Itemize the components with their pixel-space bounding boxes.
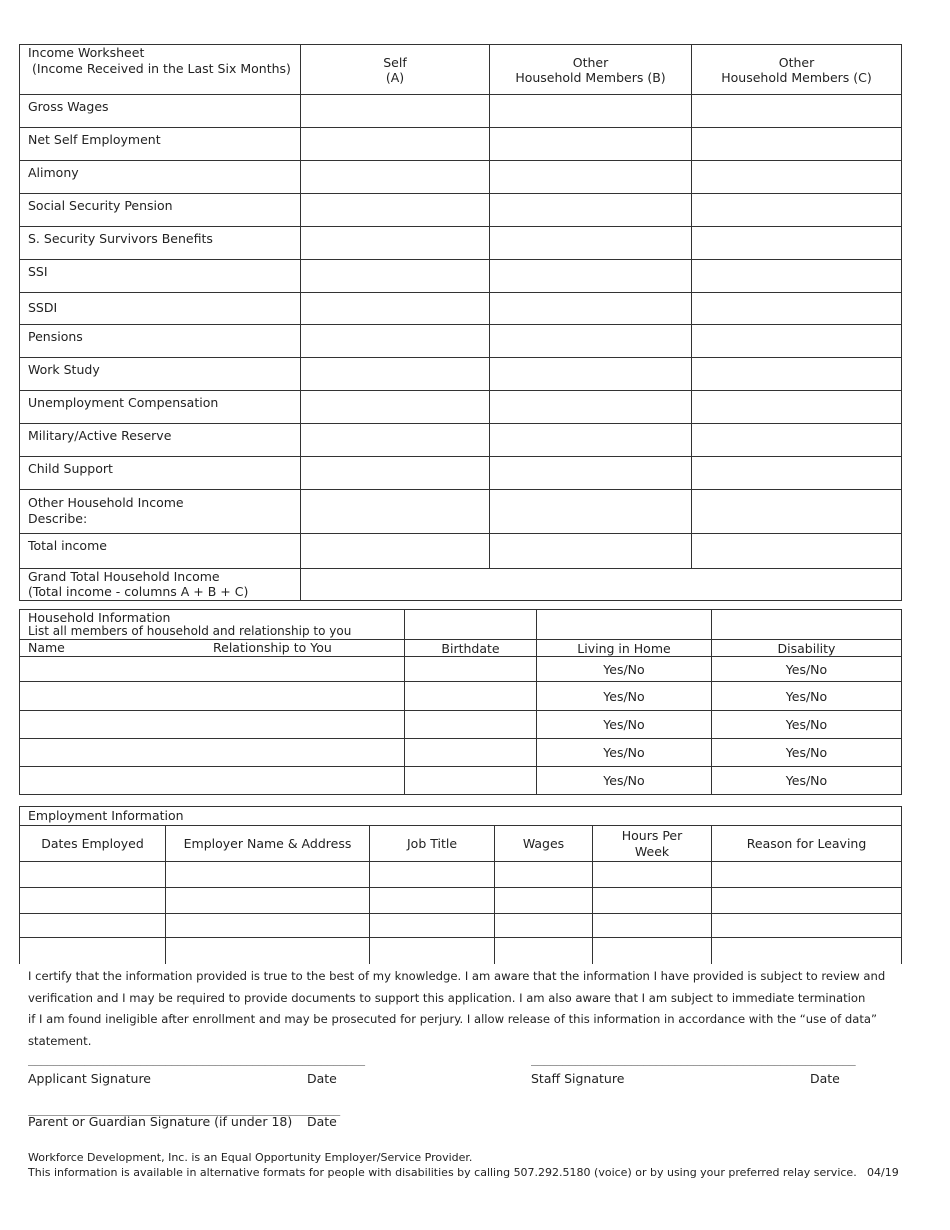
living-in-home-yes-no[interactable]: Yes/No	[537, 711, 712, 739]
income-input-b[interactable]	[490, 293, 692, 325]
income-input-c[interactable]	[692, 227, 902, 260]
employment-job-title-input[interactable]	[370, 938, 495, 964]
income-title: Income Worksheet	[28, 45, 145, 60]
income-source-label: SSI	[20, 260, 301, 293]
income-input-a[interactable]	[301, 490, 490, 534]
staff-date-label: Date	[810, 1071, 840, 1086]
employment-row	[20, 938, 902, 964]
income-row	[20, 391, 902, 424]
household-title-blank-1	[405, 610, 537, 640]
income-input-a[interactable]	[301, 293, 490, 325]
household-birthdate-input[interactable]	[405, 682, 537, 711]
household-birthdate-input[interactable]	[405, 739, 537, 767]
household-member-row	[20, 711, 902, 739]
income-input-a[interactable]	[301, 325, 490, 358]
income-source-label: Work Study	[20, 358, 301, 391]
footer	[28, 1150, 857, 1180]
col-other-c-header	[692, 45, 902, 95]
income-input-b[interactable]	[490, 325, 692, 358]
applicant-date-label: Date	[307, 1071, 337, 1086]
col-other-b-sub: Household Members (B)	[515, 69, 666, 85]
income-source-label: S. Security Survivors Benefits	[20, 227, 301, 260]
income-input-b[interactable]	[490, 227, 692, 260]
employment-hours-input[interactable]	[593, 914, 712, 938]
applicant-signature-line[interactable]: ______________________________________________________	[28, 1052, 365, 1066]
income-row	[20, 128, 902, 161]
income-row-total	[20, 534, 902, 569]
disability-yes-no[interactable]: Yes/No	[712, 767, 902, 795]
employment-row	[20, 914, 902, 938]
grand-total-input[interactable]	[301, 569, 902, 601]
other-income-title: Other Household Income	[28, 495, 184, 510]
income-source-label: Social Security Pension	[20, 194, 301, 227]
income-input-b[interactable]	[490, 260, 692, 293]
income-input-b[interactable]	[490, 358, 692, 391]
income-input-a[interactable]	[301, 161, 490, 194]
employment-information-table	[19, 806, 902, 964]
income-input-b[interactable]	[490, 490, 692, 534]
employment-employer-input[interactable]	[166, 888, 370, 914]
disability-yes-no[interactable]: Yes/No	[712, 657, 902, 682]
income-input-a[interactable]	[301, 358, 490, 391]
income-input-a[interactable]	[301, 194, 490, 227]
employment-dates-input[interactable]	[20, 862, 166, 888]
employment-employer-input[interactable]	[166, 914, 370, 938]
employment-row	[20, 862, 902, 888]
total-input-c[interactable]	[692, 534, 902, 569]
income-input-c[interactable]	[692, 161, 902, 194]
footer-accessibility: This information is available in alternative formats for people with disabilities by calling 507.292.5180 (voice) or by using your preferred relay service.	[28, 1166, 857, 1179]
income-title-cell	[20, 45, 301, 95]
income-input-b[interactable]	[490, 391, 692, 424]
living-in-home-yes-no[interactable]: Yes/No	[537, 767, 712, 795]
header-employer: Employer Name & Address	[166, 826, 370, 862]
living-in-home-yes-no[interactable]: Yes/No	[537, 739, 712, 767]
header-disability: Disability	[712, 640, 902, 657]
header-relationship: Relationship to You	[213, 640, 332, 655]
income-input-a[interactable]	[301, 457, 490, 490]
income-input-b[interactable]	[490, 424, 692, 457]
household-title: Household Information	[28, 610, 171, 625]
household-birthdate-input[interactable]	[405, 711, 537, 739]
income-input-b[interactable]	[490, 95, 692, 128]
parent-signature-label: Parent or Guardian Signature (if under 18)	[28, 1114, 293, 1129]
employment-wages-input[interactable]	[495, 862, 593, 888]
income-input-c[interactable]	[692, 194, 902, 227]
household-information-table	[19, 609, 902, 795]
household-member-row	[20, 682, 902, 711]
income-row	[20, 95, 902, 128]
income-row-grand-total	[20, 569, 902, 601]
total-input-a[interactable]	[301, 534, 490, 569]
household-name-header	[20, 640, 405, 657]
header-hours-line1: Hours Per	[621, 827, 683, 843]
revision-date: 04/19	[867, 1166, 899, 1179]
header-dates-employed: Dates Employed	[20, 826, 166, 862]
employment-title-row	[20, 807, 902, 826]
employment-employer-input[interactable]	[166, 862, 370, 888]
employment-job-title-input[interactable]	[370, 888, 495, 914]
header-birthdate: Birthdate	[405, 640, 537, 657]
parent-date-label: Date	[307, 1114, 337, 1129]
employment-wages-input[interactable]	[495, 888, 593, 914]
employment-dates-input[interactable]	[20, 914, 166, 938]
income-source-label: Child Support	[20, 457, 301, 490]
income-input-c[interactable]	[692, 95, 902, 128]
total-income-label: Total income	[20, 534, 301, 569]
income-input-b[interactable]	[490, 194, 692, 227]
household-name-input[interactable]	[20, 739, 405, 767]
income-input-c[interactable]	[692, 490, 902, 534]
grand-total-formula: (Total income - columns A + B + C)	[28, 584, 249, 599]
household-subtitle: List all members of household and relationship to you	[28, 624, 352, 638]
employment-reason-input[interactable]	[712, 888, 902, 914]
income-row	[20, 358, 902, 391]
income-subtitle: (Income Received in the Last Six Months)	[32, 61, 291, 76]
employment-title: Employment Information	[20, 807, 902, 826]
cert-line: if I am found ineligible after enrollment and may be prosecuted for perjury. I allow release of this information in accordance with the “use of data” statement.	[28, 1012, 877, 1048]
footer-eeo: Workforce Development, Inc. is an Equal Opportunity Employer/Service Provider.	[28, 1151, 473, 1164]
disability-yes-no[interactable]: Yes/No	[712, 711, 902, 739]
grand-total-title: Grand Total Household Income	[28, 569, 220, 584]
col-other-c-sub: Household Members (C)	[721, 69, 872, 85]
income-input-b[interactable]	[490, 161, 692, 194]
total-input-b[interactable]	[490, 534, 692, 569]
income-row	[20, 161, 902, 194]
employment-hours-input[interactable]	[593, 862, 712, 888]
income-source-label: Pensions	[20, 325, 301, 358]
other-income-describe: Describe:	[28, 511, 88, 526]
household-title-row	[20, 610, 902, 640]
employment-dates-input[interactable]	[20, 938, 166, 964]
living-in-home-yes-no[interactable]: Yes/No	[537, 657, 712, 682]
cert-line: verification and I may be required to provide documents to support this application. I am also aware that I am subject to immediate termination	[28, 990, 866, 1005]
income-input-c[interactable]	[692, 325, 902, 358]
employment-reason-input[interactable]	[712, 938, 902, 964]
household-birthdate-input[interactable]	[405, 767, 537, 795]
col-other-b-label: Other	[572, 54, 609, 70]
income-row	[20, 424, 902, 457]
staff-signature-label: Staff Signature	[531, 1071, 625, 1086]
household-header-row	[20, 640, 902, 657]
income-input-c[interactable]	[692, 293, 902, 325]
employment-job-title-input[interactable]	[370, 862, 495, 888]
income-row	[20, 293, 902, 325]
living-in-home-yes-no[interactable]: Yes/No	[537, 682, 712, 711]
income-input-c[interactable]	[692, 424, 902, 457]
income-source-label: Unemployment Compensation	[20, 391, 301, 424]
employment-dates-input[interactable]	[20, 888, 166, 914]
income-input-c[interactable]	[692, 457, 902, 490]
household-name-input[interactable]	[20, 657, 405, 682]
disability-yes-no[interactable]: Yes/No	[712, 682, 902, 711]
employment-job-title-input[interactable]	[370, 914, 495, 938]
employment-employer-input[interactable]	[166, 938, 370, 964]
parent-signature-line[interactable]: __________________________________________________	[28, 1102, 340, 1116]
income-source-label: Gross Wages	[20, 95, 301, 128]
employment-reason-input[interactable]	[712, 862, 902, 888]
household-name-input[interactable]	[20, 711, 405, 739]
household-title-blank-3	[712, 610, 902, 640]
household-title-cell	[20, 610, 405, 640]
header-living: Living in Home	[537, 640, 712, 657]
income-header-row	[20, 45, 902, 95]
income-source-label: Alimony	[20, 161, 301, 194]
income-input-b[interactable]	[490, 128, 692, 161]
income-input-c[interactable]	[692, 391, 902, 424]
household-name-input[interactable]	[20, 767, 405, 795]
income-row	[20, 194, 902, 227]
employment-wages-input[interactable]	[495, 938, 593, 964]
header-job-title: Job Title	[370, 826, 495, 862]
header-reason-for-leaving: Reason for Leaving	[712, 826, 902, 862]
header-hours-per-week	[593, 826, 712, 862]
income-source-label: Military/Active Reserve	[20, 424, 301, 457]
col-self-label: Self	[383, 54, 407, 70]
income-input-c[interactable]	[692, 128, 902, 161]
household-member-row	[20, 767, 902, 795]
disability-yes-no[interactable]: Yes/No	[712, 739, 902, 767]
income-input-b[interactable]	[490, 457, 692, 490]
household-member-row	[20, 657, 902, 682]
cert-line: I certify that the information provided is true to the best of my knowledge. I am aware that the information I have provided is subject to review and	[28, 969, 886, 983]
income-source-label: SSDI	[20, 293, 301, 325]
income-input-a[interactable]	[301, 391, 490, 424]
income-source-label: Net Self Employment	[20, 128, 301, 161]
income-row	[20, 457, 902, 490]
applicant-signature-label: Applicant Signature	[28, 1071, 151, 1086]
household-member-row	[20, 739, 902, 767]
grand-total-label	[20, 569, 301, 601]
employment-reason-input[interactable]	[712, 914, 902, 938]
employment-row	[20, 888, 902, 914]
header-hours-line2: Week	[634, 843, 670, 859]
header-name: Name	[28, 640, 65, 655]
col-self-header	[301, 45, 490, 95]
income-input-a[interactable]	[301, 424, 490, 457]
income-input-c[interactable]	[692, 358, 902, 391]
income-row-other	[20, 490, 902, 534]
certification-statement	[28, 966, 928, 1052]
income-row	[20, 227, 902, 260]
employment-hours-input[interactable]	[593, 888, 712, 914]
income-input-a[interactable]	[301, 227, 490, 260]
other-income-label	[20, 490, 301, 534]
col-other-b-header	[490, 45, 692, 95]
employment-wages-input[interactable]	[495, 914, 593, 938]
household-name-input[interactable]	[20, 682, 405, 711]
household-title-blank-2	[537, 610, 712, 640]
household-birthdate-input[interactable]	[405, 657, 537, 682]
income-row	[20, 260, 902, 293]
income-input-c[interactable]	[692, 260, 902, 293]
col-self-letter: (A)	[385, 69, 405, 85]
staff-signature-line[interactable]: ____________________________________________________	[531, 1052, 855, 1066]
employment-hours-input[interactable]	[593, 938, 712, 964]
income-input-a[interactable]	[301, 260, 490, 293]
income-row	[20, 325, 902, 358]
header-wages: Wages	[495, 826, 593, 862]
income-input-a[interactable]	[301, 128, 490, 161]
col-other-c-label: Other	[778, 54, 815, 70]
income-worksheet-table	[19, 44, 902, 601]
income-input-a[interactable]	[301, 95, 490, 128]
employment-header-row	[20, 826, 902, 862]
